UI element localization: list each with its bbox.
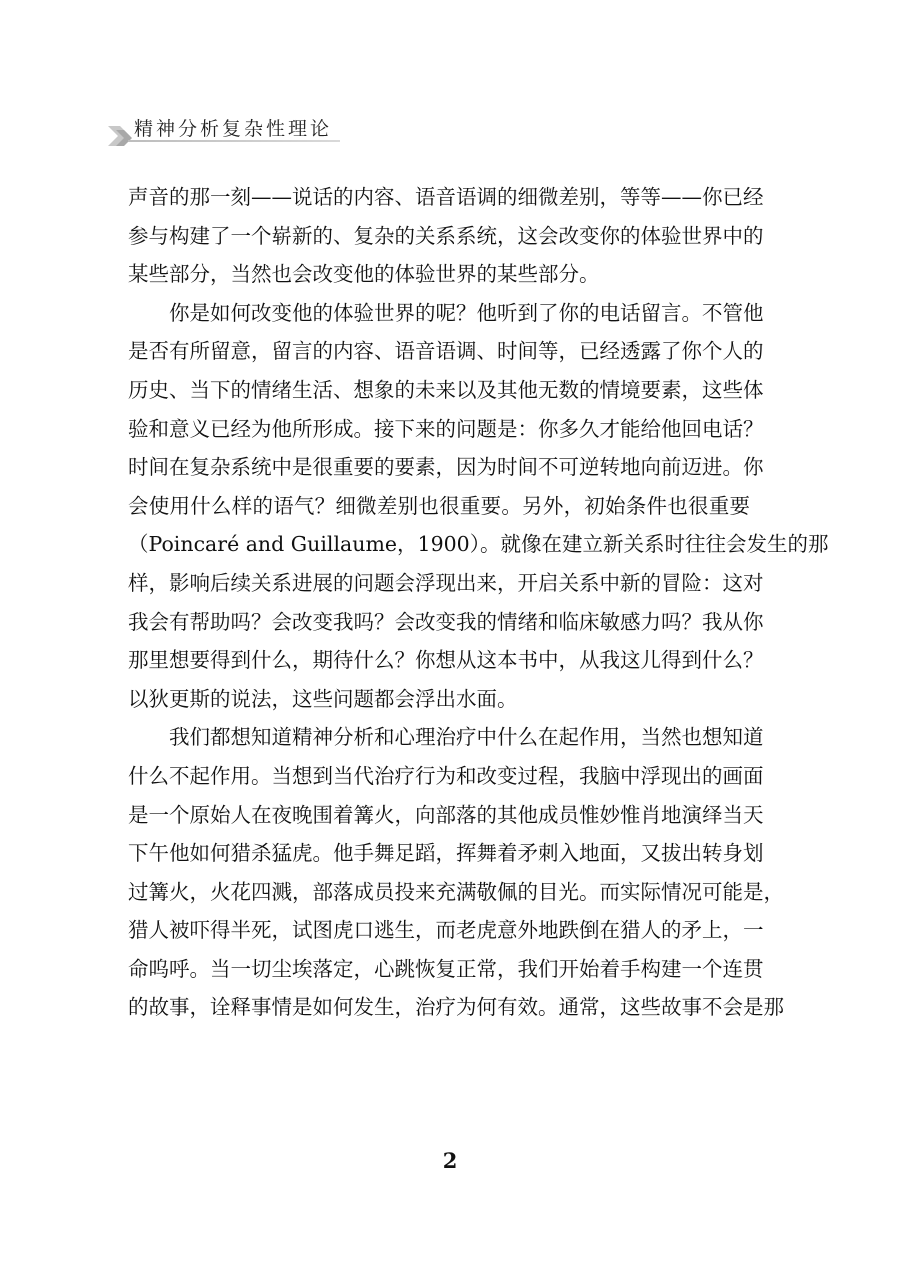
- body-text: [128, 178, 829, 1027]
- text-line: 过篝火，火花四溅，部落成员投来充满敬佩的目光。而实际情况可能是，: [128, 879, 784, 904]
- text-line: 我们都想知道精神分析和心理治疗中什么在起作用，当然也想知道: [128, 725, 764, 750]
- text-line: 命呜呼。当一切尘埃落定，心跳恢复正常，我们开始着手构建一个连贯: [128, 956, 764, 981]
- text-line: 某些部分，当然也会改变他的体验世界的某些部分。: [128, 262, 600, 287]
- text-line: 你是如何改变他的体验世界的呢？他听到了你的电话留言。不管他: [128, 300, 764, 325]
- text-line: 以狄更斯的说法，这些问题都会浮出水面。: [128, 686, 518, 711]
- text-line: 下午他如何猎杀猛虎。他手舞足蹈，挥舞着矛刺入地面，又拔出转身划: [128, 841, 764, 866]
- text-line: 那里想要得到什么，期待什么？你想从这本书中，从我这儿得到什么？: [128, 648, 764, 673]
- text-line: 声音的那一刻——说话的内容、语音语调的细微差别，等等——你已经: [128, 185, 764, 209]
- text-line: （Poincaré and Guillaume，1900）。就像在建立新关系时往往会发生的那: [128, 532, 829, 557]
- text-line: 验和意义已经为他所形成。接下来的问题是：你多久才能给他回电话？: [128, 416, 764, 441]
- text-line: 我会有帮助吗？会改变我吗？会改变我的情绪和临床敏感力吗？我从你: [128, 609, 764, 634]
- header-title: 精神分析复杂性理论: [134, 118, 333, 140]
- text-line: 是一个原始人在夜晚围着篝火，向部落的其他成员惟妙惟肖地演绎当天: [128, 802, 764, 827]
- running-header: [108, 112, 340, 148]
- text-line: 时间在复杂系统中是很重要的要素，因为时间不可逆转地向前迈进。你: [128, 455, 764, 480]
- text-line: 参与构建了一个崭新的、复杂的关系系统，这会改变你的体验世界中的: [128, 223, 764, 248]
- text-line: 的故事，诠释事情是如何发生，治疗为何有效。通常，这些故事不会是那: [128, 995, 784, 1020]
- text-line: 历史、当下的情绪生活、想象的未来以及其他无数的情境要素，这些体: [128, 377, 764, 402]
- text-line: 猎人被吓得半死，试图虎口逃生，而老虎意外地跌倒在猎人的矛上，一: [128, 918, 764, 943]
- text-line: 样，影响后续关系进展的问题会浮现出来，开启关系中新的冒险：这对: [128, 570, 764, 595]
- page-number: 2: [442, 1148, 458, 1173]
- text-line: 是否有所留意，留言的内容、语音语调、时间等，已经透露了你个人的: [128, 339, 764, 364]
- text-line: 什么不起作用。当想到当代治疗行为和改变过程，我脑中浮现出的画面: [128, 763, 764, 788]
- text-line: 会使用什么样的语气？细微差别也很重要。另外，初始条件也很重要: [128, 493, 750, 518]
